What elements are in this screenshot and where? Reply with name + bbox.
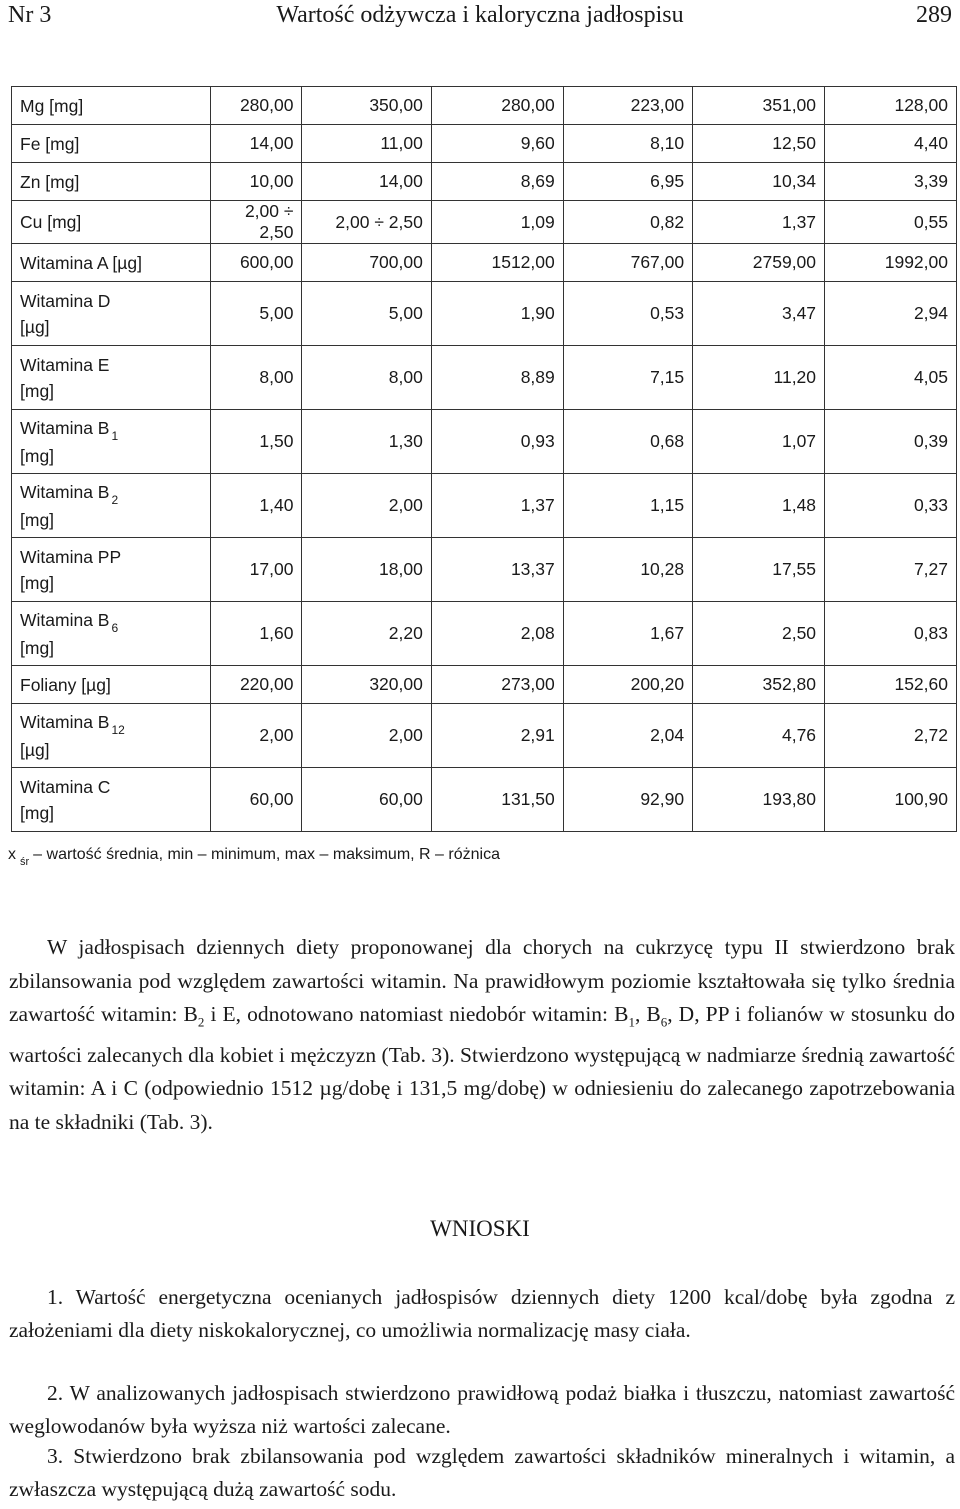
table-cell: 0,53	[563, 282, 692, 346]
row-unit: [mg]	[20, 380, 55, 401]
table-cell: 14,00	[302, 163, 431, 201]
page-header	[0, 0, 960, 40]
para-sub-3: 6	[660, 1014, 668, 1030]
table-cell: 2,00 ÷ 2,50	[302, 201, 431, 244]
body-paragraph	[9, 931, 955, 1139]
row-unit: [µg]	[20, 316, 50, 337]
table-cell: 1,50	[210, 410, 302, 474]
table-cell: 1,15	[563, 474, 692, 538]
row-label-text: Witamina C	[20, 776, 111, 797]
table-cell: 767,00	[563, 244, 692, 282]
table-cell: 8,89	[431, 346, 563, 410]
table-cell: 3,47	[693, 282, 825, 346]
para-sub-1: 2	[197, 1014, 205, 1030]
nutrient-table-body	[12, 87, 957, 832]
table-row	[12, 87, 957, 125]
row-label-text: Witamina B	[20, 481, 110, 502]
para-sub-2: 1	[628, 1014, 635, 1030]
row-label-text: Witamina D	[20, 290, 111, 311]
para-part-3: , B	[634, 1002, 661, 1026]
table-cell: 100,90	[825, 768, 957, 832]
table-cell: 4,05	[825, 346, 957, 410]
table-cell: 11,20	[693, 346, 825, 410]
table-row	[12, 666, 957, 704]
table-row	[12, 768, 957, 832]
row-unit: [mg]	[20, 572, 55, 593]
table-cell: 17,55	[693, 538, 825, 602]
table-cell: 600,00	[210, 244, 302, 282]
table-cell: 2,00	[302, 704, 431, 768]
conclusion-item: 3. Stwierdzono brak zbilansowania pod względem zawartości składników mineralnych i witamin, a zwłaszcza występującą dużą zawartość sodu.	[9, 1444, 955, 1501]
table-row	[12, 538, 957, 602]
table-cell: 5,00	[210, 282, 302, 346]
table-cell: 1,09	[431, 201, 563, 244]
table-cell: 2,91	[431, 704, 563, 768]
conclusion-item: 1. Wartość energetyczna ocenianych jadłospisów dziennych diety 1200 kcal/dobę była zgodna z założeniami dla diety niskokalorycznej, co umożliwia normalizację masy ciała.	[9, 1285, 955, 1342]
table-cell: 8,00	[302, 346, 431, 410]
row-label-text: Mg [mg]	[20, 95, 84, 116]
row-label-subscript: 2	[111, 492, 119, 507]
table-cell: 8,69	[431, 163, 563, 201]
table-row	[12, 346, 957, 410]
table-cell: 0,82	[563, 201, 692, 244]
row-label-subscript: 6	[111, 620, 119, 635]
row-label	[12, 125, 211, 163]
row-label-text: Foliany [µg]	[20, 674, 111, 695]
row-unit: [mg]	[20, 802, 55, 823]
table-cell: 280,00	[210, 87, 302, 125]
table-cell: 2759,00	[693, 244, 825, 282]
table-cell: 1,40	[210, 474, 302, 538]
table-cell: 220,00	[210, 666, 302, 704]
conclusion-item: 2. W analizowanych jadłospisach stwierdzono prawidłową podaż białka i tłuszczu, natomiast zawartość weglowodanów była wyższa niż wartości zalecane.	[9, 1381, 955, 1438]
table-cell: 2,50	[693, 602, 825, 666]
table-cell: 1,60	[210, 602, 302, 666]
table-cell: 2,00	[210, 704, 302, 768]
table-cell: 3,39	[825, 163, 957, 201]
table-cell: 0,93	[431, 410, 563, 474]
table-row	[12, 201, 957, 244]
table-row	[12, 602, 957, 666]
table-cell: 7,15	[563, 346, 692, 410]
table-cell: 14,00	[210, 125, 302, 163]
row-label-subscript: 1	[111, 428, 119, 443]
table-cell: 128,00	[825, 87, 957, 125]
running-title: Wartość odżywcza i kaloryczna jadłospisu	[276, 2, 684, 28]
table-cell: 273,00	[431, 666, 563, 704]
table-cell: 8,10	[563, 125, 692, 163]
table-cell: 200,20	[563, 666, 692, 704]
row-unit: [mg]	[20, 445, 55, 466]
para-part-4: , D, PP i folianów w stosunku do wartości zalecanych dla kobiet i mężczyzn (Tab. 3). Stwierdzono występującą w nadmiarze średnią zawartość witamin: A i C (odpowiednio 1512 µg/dobę i 131,5 mg/dobę) w odniesieniu do zalecanego zapotrzebowania na te składniki (Tab. 3).	[9, 1002, 955, 1134]
table-cell: 350,00	[302, 87, 431, 125]
row-label-subscript: 12	[111, 722, 125, 737]
table-cell: 280,00	[431, 87, 563, 125]
table-cell: 18,00	[302, 538, 431, 602]
table-cell: 10,34	[693, 163, 825, 201]
table-cell: 2,20	[302, 602, 431, 666]
table-cell: 0,55	[825, 201, 957, 244]
table-cell: 60,00	[302, 768, 431, 832]
table-cell: 10,00	[210, 163, 302, 201]
table-cell: 0,39	[825, 410, 957, 474]
row-label-text: Witamina B	[20, 711, 110, 732]
row-label-text: Fe [mg]	[20, 133, 80, 154]
table-cell: 8,00	[210, 346, 302, 410]
row-label-text: Cu [mg]	[20, 212, 82, 232]
table-cell: 320,00	[302, 666, 431, 704]
row-label	[12, 346, 211, 410]
footnote-x: x	[8, 846, 16, 863]
table-cell: 351,00	[693, 87, 825, 125]
table-cell: 2,94	[825, 282, 957, 346]
row-label	[12, 666, 211, 704]
table-row	[12, 410, 957, 474]
row-label-text: Witamina E	[20, 354, 110, 375]
table-footnote	[8, 846, 500, 868]
table-cell: 0,33	[825, 474, 957, 538]
row-label	[12, 410, 211, 474]
table-row	[12, 125, 957, 163]
table-cell: 5,00	[302, 282, 431, 346]
para-part-1: W jadłospisach dziennych diety proponowanej dla chorych na cukrzycę typu II stwierdzono brak zbilansowania pod względem zawartości witamin. Na prawidłowym poziomie kształtowała się tylko średnia zawartość witamin: B	[9, 935, 955, 1026]
table-cell: 1,37	[693, 201, 825, 244]
table-cell: 6,95	[563, 163, 692, 201]
table-cell: 92,90	[563, 768, 692, 832]
row-label	[12, 538, 211, 602]
row-label	[12, 768, 211, 832]
table-cell: 1,37	[431, 474, 563, 538]
table-cell: 60,00	[210, 768, 302, 832]
table-cell: 1512,00	[431, 244, 563, 282]
table-row	[12, 244, 957, 282]
row-unit: [µg]	[20, 739, 50, 760]
table-cell: 223,00	[563, 87, 692, 125]
table-cell: 1,30	[302, 410, 431, 474]
table-cell: 1,48	[693, 474, 825, 538]
section-heading: WNIOSKI	[430, 1216, 530, 1241]
table-cell: 4,76	[693, 704, 825, 768]
table-row	[12, 282, 957, 346]
row-label-text: Witamina B	[20, 417, 110, 438]
row-label	[12, 602, 211, 666]
table-cell: 12,50	[693, 125, 825, 163]
row-unit: [mg]	[20, 509, 55, 530]
nutrient-table	[11, 86, 957, 832]
row-label-text: Witamina B	[20, 609, 110, 630]
row-label	[12, 87, 211, 125]
table-cell: 2,08	[431, 602, 563, 666]
table-cell: 1992,00	[825, 244, 957, 282]
table-cell: 10,28	[563, 538, 692, 602]
table-cell: 1,07	[693, 410, 825, 474]
row-label-text: Witamina A [µg]	[20, 252, 142, 273]
table-cell: 131,50	[431, 768, 563, 832]
footnote-sr: śr	[20, 856, 30, 868]
table-cell: 9,60	[431, 125, 563, 163]
table-cell: 4,40	[825, 125, 957, 163]
table-cell: 2,00 ÷ 2,50	[210, 201, 302, 244]
row-label	[12, 704, 211, 768]
table-cell: 700,00	[302, 244, 431, 282]
table-cell: 152,60	[825, 666, 957, 704]
table-cell: 2,00	[302, 474, 431, 538]
page-number: 289	[916, 2, 952, 28]
table-cell: 7,27	[825, 538, 957, 602]
row-label	[12, 282, 211, 346]
row-label	[12, 474, 211, 538]
table-cell: 0,83	[825, 602, 957, 666]
footnote-text: – wartość średnia, min – minimum, max – maksimum, R – różnica	[33, 846, 500, 863]
row-label	[12, 244, 211, 282]
row-label	[12, 163, 211, 201]
table-cell: 2,04	[563, 704, 692, 768]
table-cell: 11,00	[302, 125, 431, 163]
table-row	[12, 704, 957, 768]
table-cell: 17,00	[210, 538, 302, 602]
row-label-text: Zn [mg]	[20, 171, 80, 192]
row-unit: [mg]	[20, 637, 55, 658]
table-cell: 1,90	[431, 282, 563, 346]
journal-issue: Nr 3	[8, 2, 52, 28]
row-label	[12, 201, 211, 244]
table-row	[12, 474, 957, 538]
table-cell: 0,68	[563, 410, 692, 474]
table-cell: 193,80	[693, 768, 825, 832]
row-label-text: Witamina PP	[20, 546, 122, 567]
table-cell: 1,67	[563, 602, 692, 666]
table-row	[12, 163, 957, 201]
table-cell: 2,72	[825, 704, 957, 768]
table-cell: 352,80	[693, 666, 825, 704]
para-part-2: i E, odnotowano natomiast niedobór witamin: B	[204, 1002, 629, 1026]
table-cell: 13,37	[431, 538, 563, 602]
